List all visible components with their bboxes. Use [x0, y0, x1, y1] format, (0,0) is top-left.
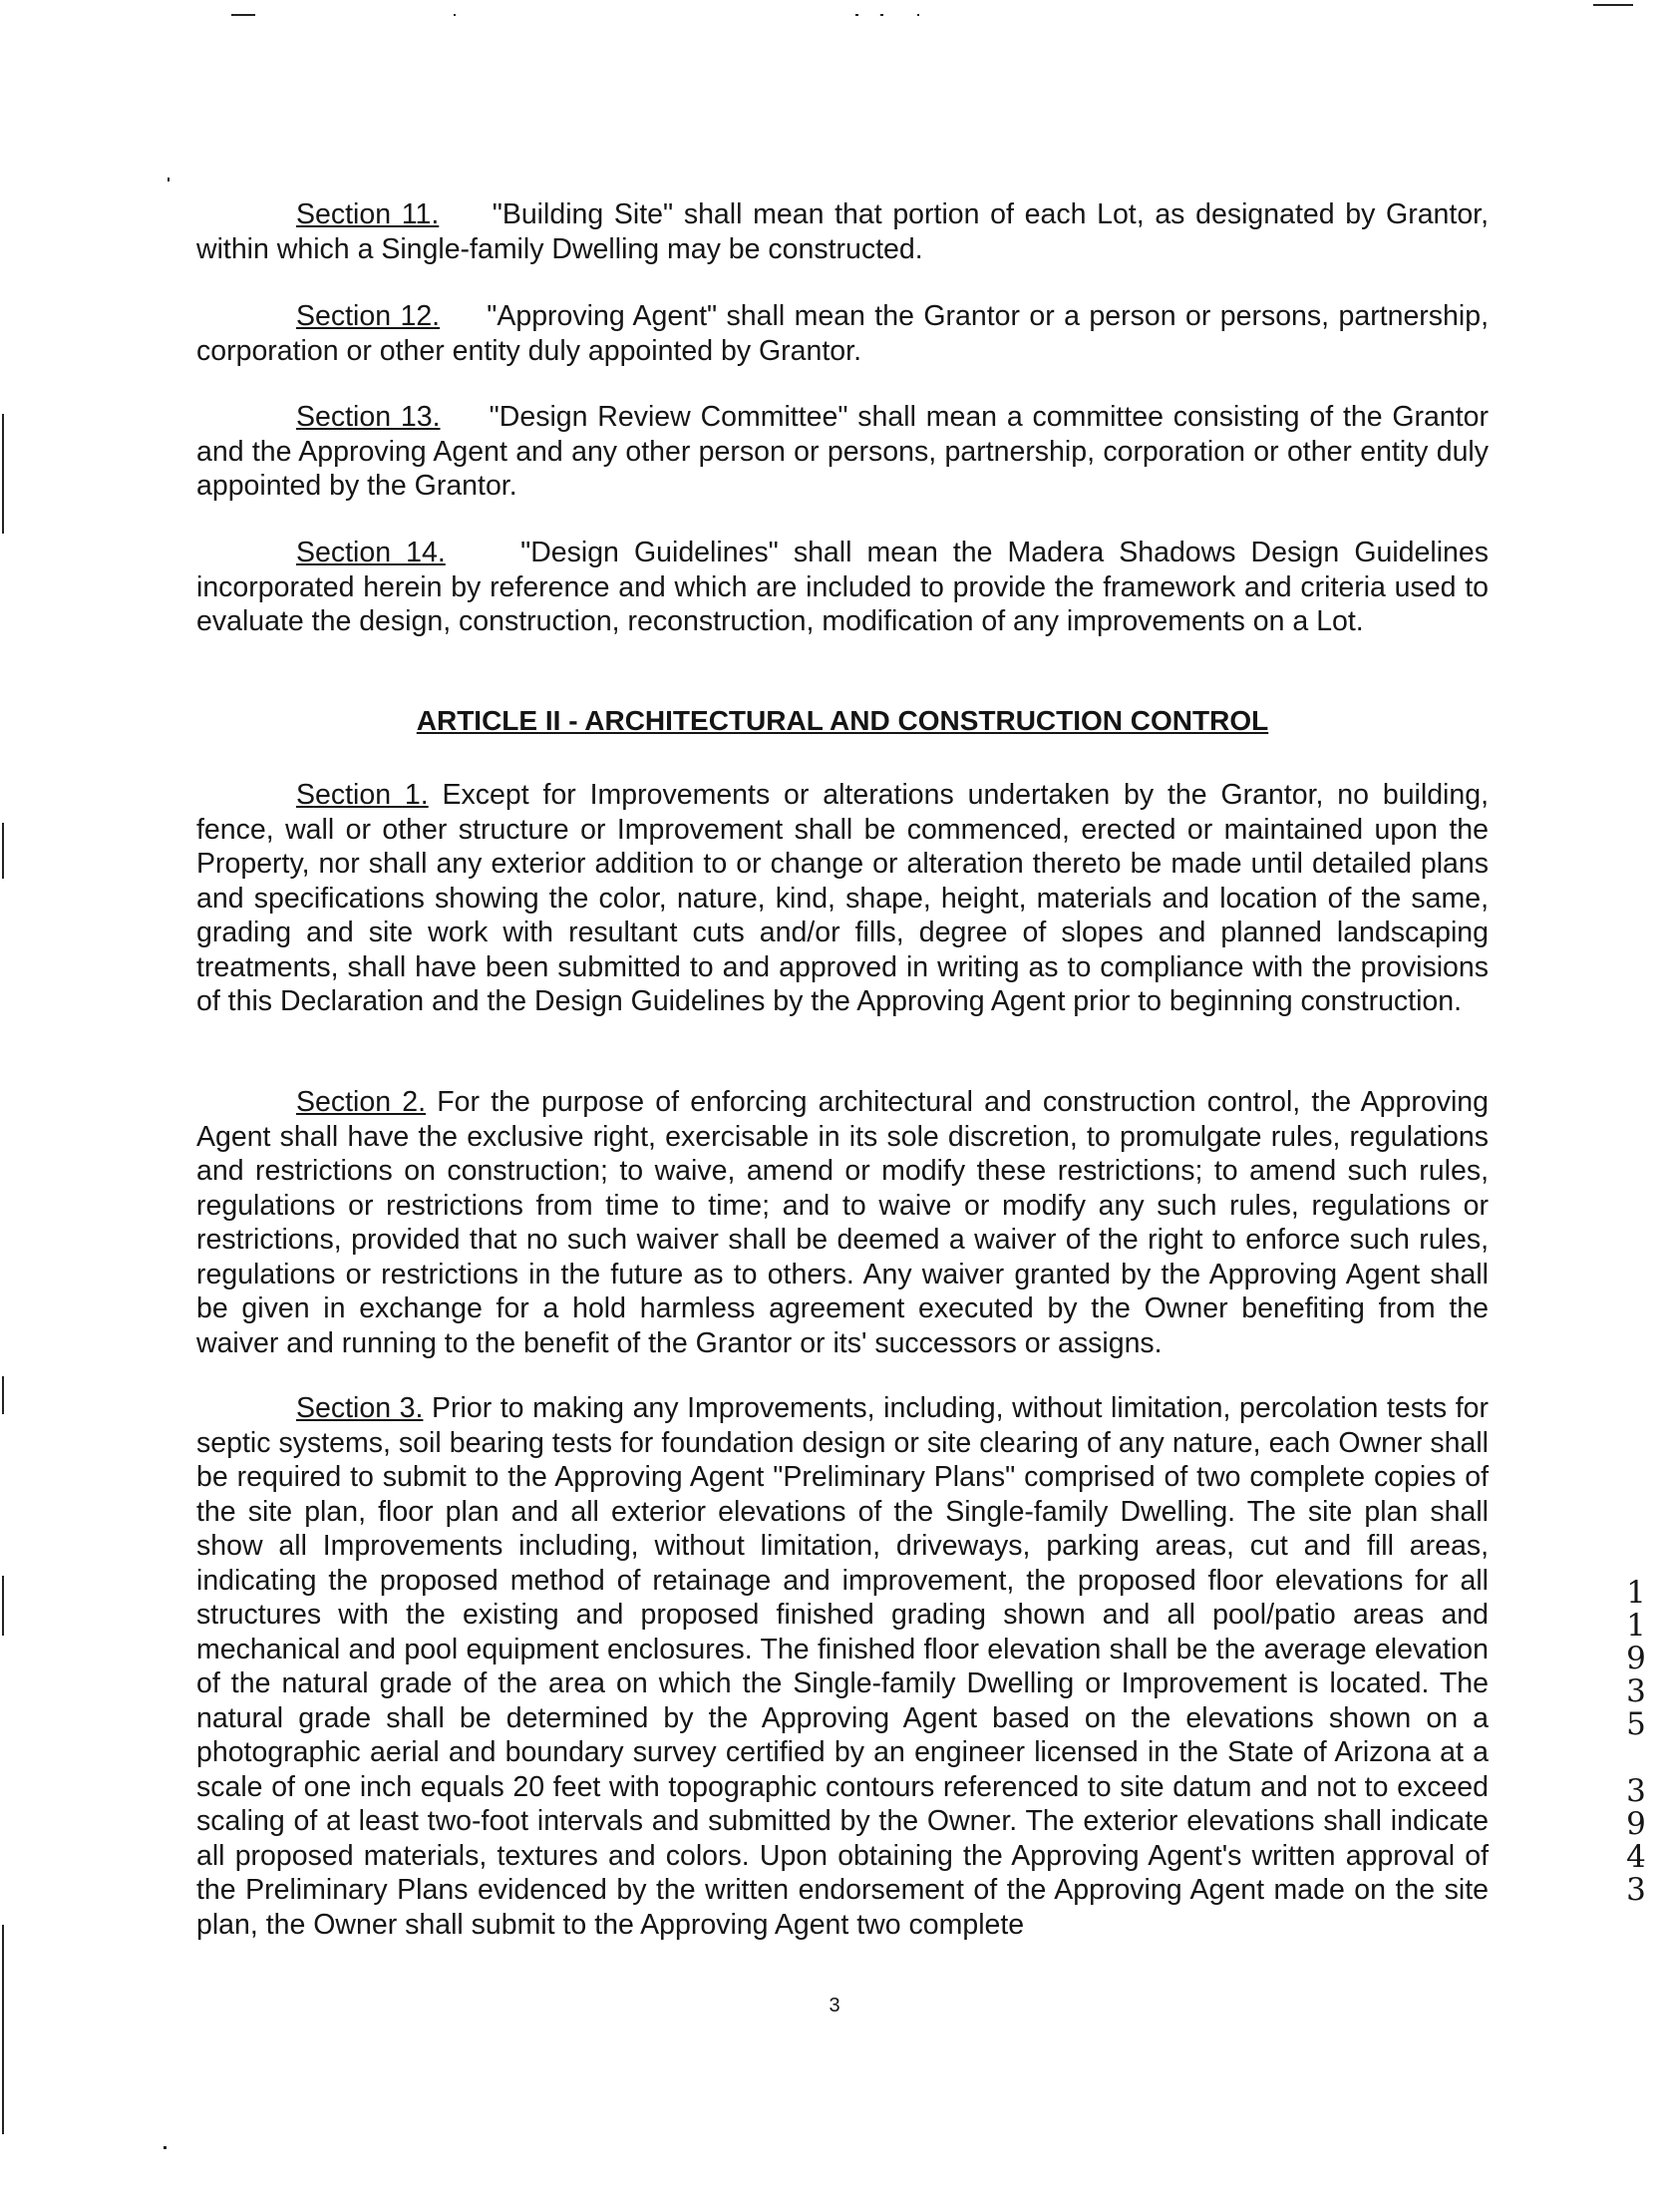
stamp-digit: 1 [1626, 1608, 1646, 1644]
section-label: Section 1. [296, 779, 429, 811]
stamp-digit: 3 [1626, 1773, 1646, 1809]
scan-mark [2, 823, 4, 879]
stamp-digit: 1 [1626, 1575, 1646, 1611]
scan-mark [1593, 4, 1633, 6]
section-text: "Design Guidelines" shall mean the Madera Shadows Design Guidelines incorporated herein by reference and which are included to provide the framework and criteria used to evaluate the design, construction, reconstruction, modification of any improvements on a Lot. [196, 537, 1489, 637]
scan-mark [2, 1376, 4, 1414]
scan-mark [454, 14, 456, 16]
paragraph-article-section-3 [196, 1391, 1489, 1942]
scan-mark [231, 14, 255, 16]
scan-mark [880, 14, 883, 16]
scan-mark [2, 414, 4, 534]
scan-mark [167, 178, 169, 182]
section-text: Prior to making any Improvements, including, without limitation, percolation tests for septic systems, soil bearing tests for foundation design or site clearing of any nature, each Owner shall be required to submit to the Approving Agent "Preliminary Plans" comprised of two complete copies of the site plan, floor plan and all exterior elevations of the Single-family Dwelling. The site plan shall show all Improvements including, without limitation, driveways, parking areas, cut and fill areas, indicating the proposed method of retainage and improvement, the proposed floor elevations for all structures with the existing and proposed finished grading shown and all pool/patio areas and mechanical and pool equipment enclosures. The finished floor elevation shall be the average elevation of the natural grade of the area on which the Single-family Dwelling or Improvement is located. The natural grade shall be determined by the Approving Agent based on the elevations shown on a photographic aerial and boundary survey certified by an engineer licensed in the State of Arizona at a scale of one inch equals 20 feet with topographic contours referenced to site datum and not to exceed scaling of at least two-foot intervals and submitted by the Owner. The exterior elevations shall indicate all proposed materials, textures and colors. Upon obtaining the Approving Agent's written approval of the Preliminary Plans evidenced by the written endorsement of the Approving Agent made on the site plan, the Owner shall submit to the Approving Agent two complete [196, 1392, 1490, 1941]
section-text: "Building Site" shall mean that portion of each Lot, as designated by Grantor, within which a Single-family Dwelling may be constructed. [196, 198, 1490, 265]
scan-mark [2, 1576, 4, 1636]
stamp-digit: 4 [1626, 1839, 1646, 1875]
stamp-digit: 5 [1626, 1706, 1646, 1742]
paragraph-section-13 [196, 400, 1489, 504]
article-heading: ARTICLE II - ARCHITECTURAL AND CONSTRUCTION CONTROL [416, 705, 1269, 736]
section-label: Section 12. [296, 300, 441, 332]
section-text: Except for Improvements or alterations undertaken by the Grantor, no building, fence, wall or other structure or Improvement shall be commenced, erected or maintained upon the Property, nor shall any exterior addition to or change or alteration thereto be made until detailed plans and specifications showing the color, nature, kind, shape, height, materials and location of the same, grading and site work with resultant cuts and/or fills, degree of slopes and planned landscaping treatments, shall have been submitted to and approved in writing as to compliance with the provisions of this Declaration and the Design Guidelines by the Approving Agent prior to beginning construction. [196, 779, 1490, 1017]
page-number: 3 [829, 1995, 840, 2017]
section-text: "Approving Agent" shall mean the Grantor or a person or persons, partnership, corporation or other entity duly appointed by Grantor. [196, 300, 1489, 367]
section-label: Section 3. [296, 1392, 424, 1424]
section-label: Section 2. [296, 1086, 427, 1118]
scan-mark [917, 14, 919, 16]
scan-mark [855, 14, 858, 16]
paragraph-section-12 [196, 299, 1489, 368]
stamp-digit: 9 [1626, 1641, 1646, 1676]
scan-mark [2, 1925, 4, 2134]
stamp-digit: 3 [1626, 1872, 1646, 1908]
paragraph-article-section-2 [196, 1085, 1489, 1360]
section-text: For the purpose of enforcing architectural and construction control, the Approving Agent shall have the exclusive right, exercisable in its sole discretion, to promulgate rules, regulations and restrictions on construction; to waive, amend or modify these restrictions; to amend such rules, regulations or restrictions from time to time; and to waive or modify any such rules, regulations or restrictions, provided that no such waiver shall be deemed a waiver of the right to enforce such rules, regulations or restrictions in the future as to others. Any waiver granted by the Approving Agent shall be given in exchange for a hold harmless agreement executed by the Owner benefiting from the waiver and running to the benefit of the Grantor or its' successors or assigns. [196, 1086, 1490, 1359]
section-label: Section 11. [296, 198, 440, 230]
paragraph-section-14 [196, 536, 1489, 639]
stamp-digit: 9 [1626, 1806, 1646, 1842]
paragraph-article-section-1 [196, 778, 1489, 1019]
section-label: Section 13. [296, 401, 441, 433]
section-text: "Design Review Committee" shall mean a committee consisting of the Grantor and the Approving Agent and any other person or persons, partnership, corporation or other entity duly appointed by the Grantor. [196, 401, 1489, 502]
stamp-digit: 3 [1626, 1673, 1646, 1709]
section-label: Section 14. [296, 537, 446, 568]
scan-mark [164, 2146, 167, 2149]
paragraph-section-11 [196, 197, 1489, 266]
